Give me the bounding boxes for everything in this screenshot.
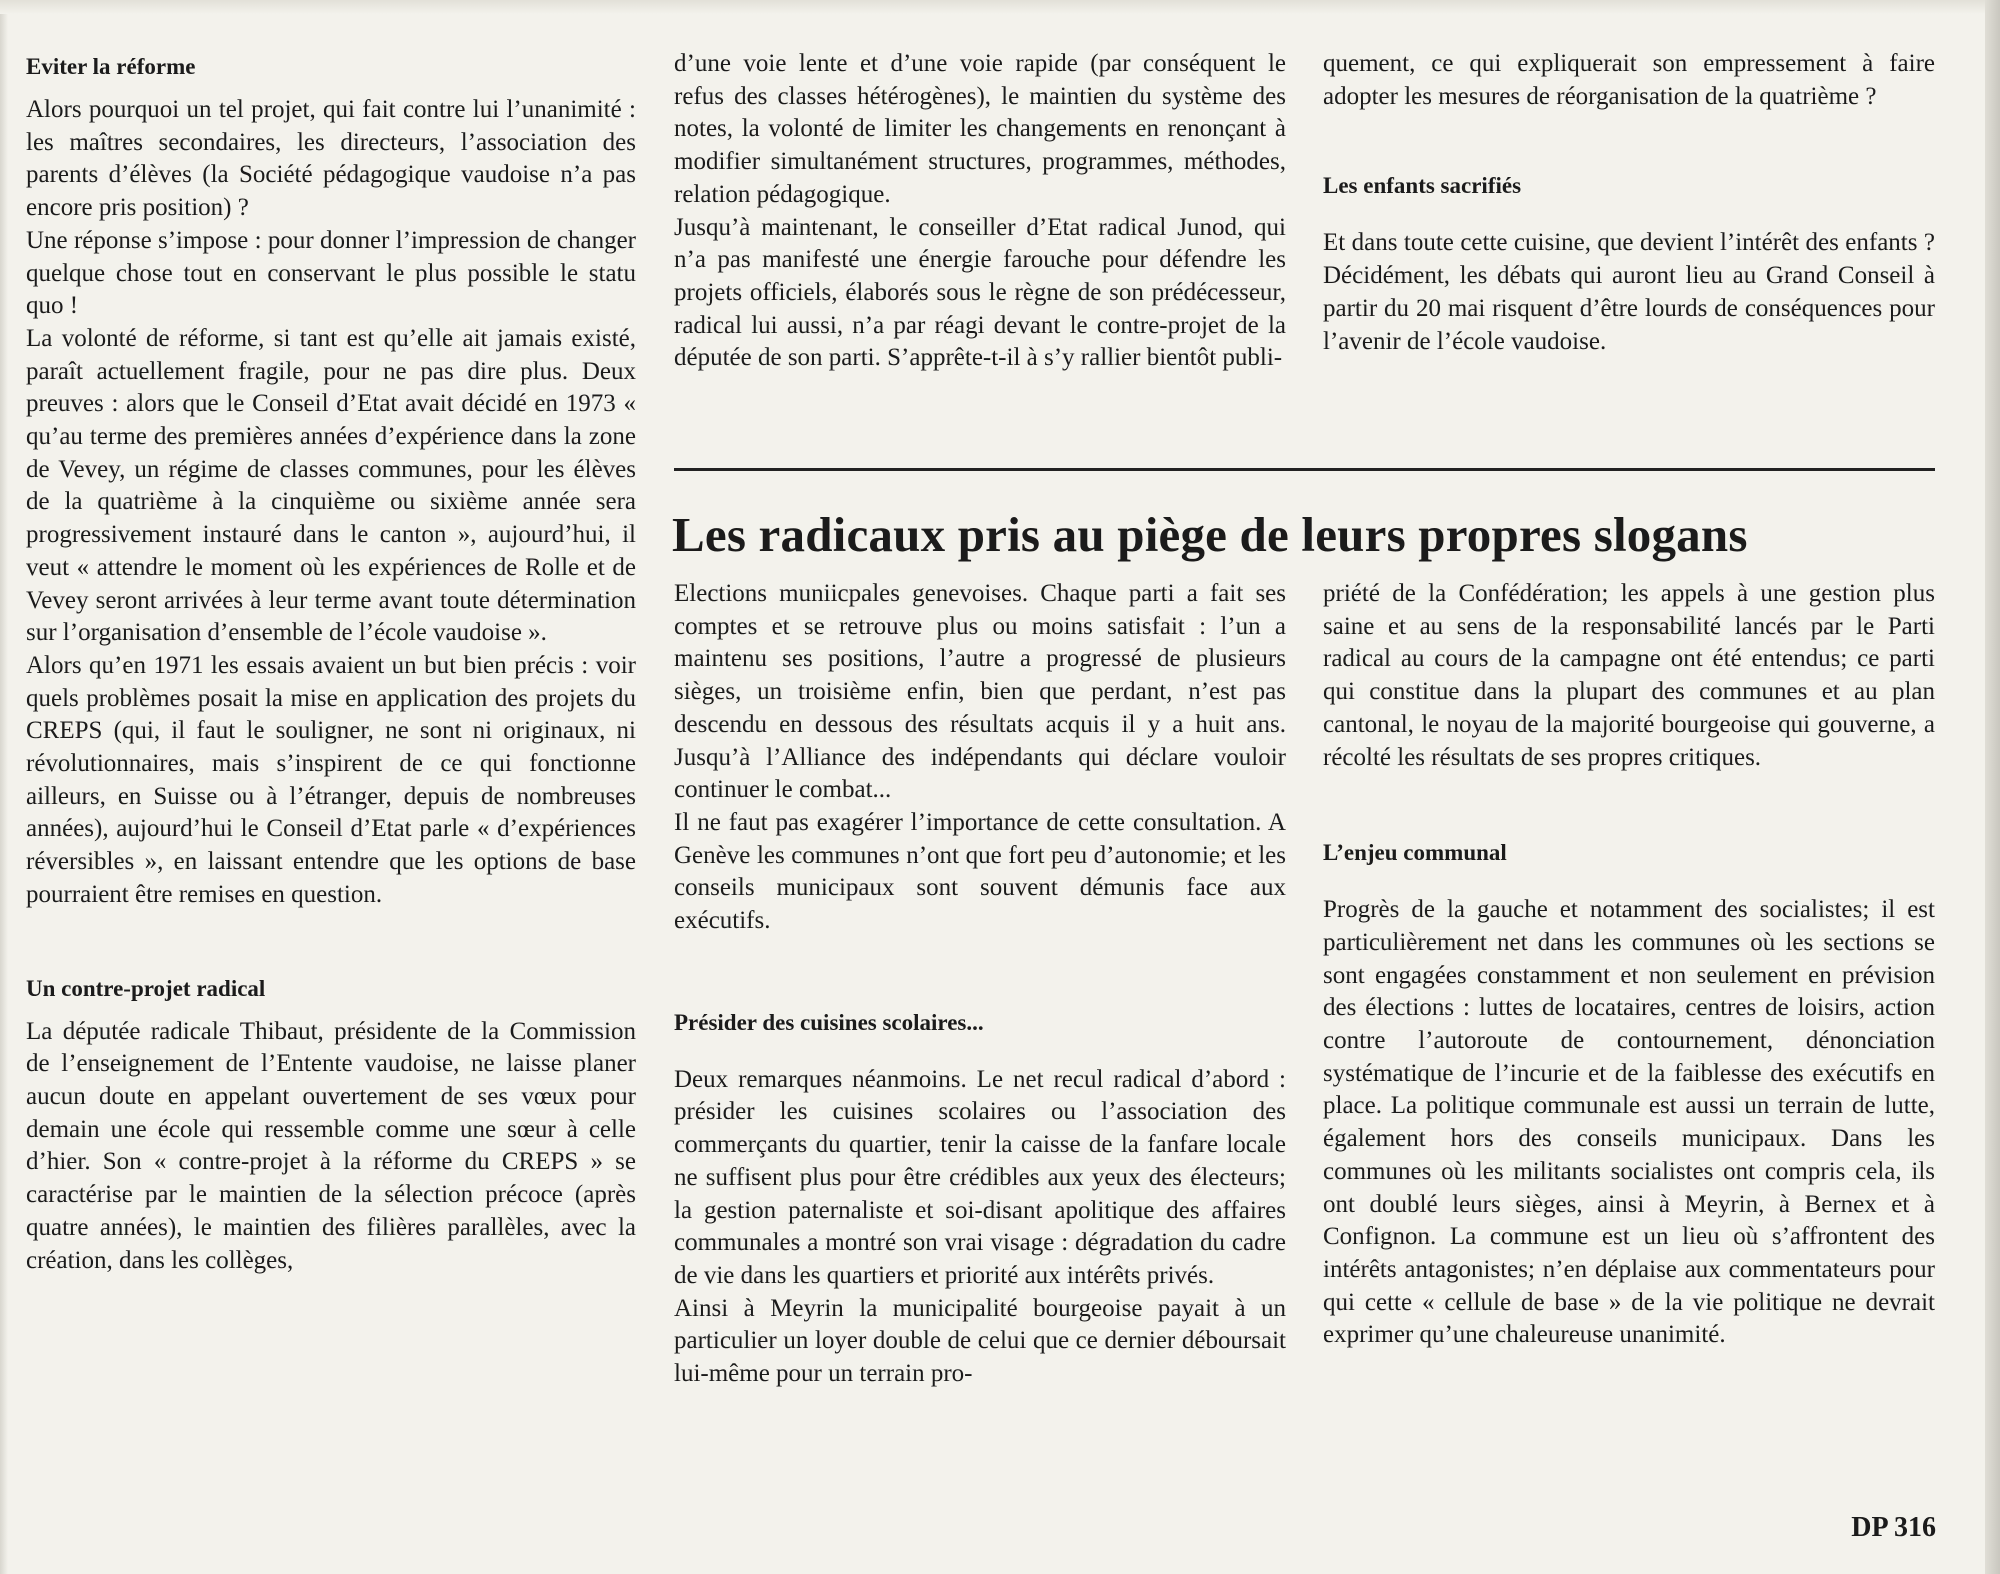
paragraph: Alors qu’en 1971 les essais avaient un but bien précis : voir quels problèmes posait la mise en application des projets du CREPS (qui, il faut le souligner, ne sont ni originaux, ni révolutionnaires, mais s’inspirent de ce qui fonctionne ailleurs, en Suisse ou à l’étranger, depuis de nombreuses années), aujourd’hui le Conseil d’Etat parle « d’expériences réversibles », en laissant entendre que les options de base pourraient être remises en question. — [26, 651, 636, 908]
paragraph: Et dans toute cette cuisine, que devient l’intérêt des enfants ? Décidément, les débats qui auront lieu au Grand Conseil à partir du 20 mai risquent d’être lourds de conséquences pour l’avenir de l’école vaudoise. — [1323, 229, 1935, 355]
article-divider-rule — [674, 468, 1935, 471]
paragraph: quement, ce qui expliquerait son empressement à faire adopter les mesures de réorganisation de la quatrième ? — [1323, 50, 1935, 110]
paragraph: Elections muniicpales genevoises. Chaque parti a fait ses comptes et se retrouve plus ou moins satisfait : l’un a maintenu ses positions, l’autre a progressé de plusieurs sièges, un troisième enfin, bien que perdant, n’est pas descendu en dessous des résultats acquis il y a huit ans. Jusqu’à l’Alliance des indépendants qui déclare vouloir continuer le combat... — [674, 580, 1286, 804]
paragraph: Une réponse s’impose : pour donner l’impression de changer quelque chose tout en conservant le plus possible le statu quo ! — [26, 226, 636, 320]
paragraph: Deux remarques néanmoins. Le net recul radical d’abord : présider les cuisines scolaires ou l’association des commerçants du quartier, tenir la caisse de la fanfare locale ne suffisent plus pour être crédibles aux yeux des électeurs; la gestion paternaliste et soi-disant apolitique des affaires communales a montré son vrai visage : dégradation du cadre de vie dans les quartiers et priorité aux intérêts privés. — [674, 1065, 1286, 1289]
paragraph: Ainsi à Meyrin la municipalité bourgeoise payait à un particulier un loyer double de celui que ce dernier déboursait lui-même pour un terrain pro- — [674, 1294, 1286, 1388]
paragraph: La volonté de réforme, si tant est qu’elle ait jamais existé, paraît actuellement fragile, pour ne pas dire plus. Deux preuves : alors que le Conseil d’Etat avait décidé en 1973 « qu’au terme des premières années d’expérience dans la zone de Vevey, un régime de classes communes, pour les élèves de la quatrième à la cinquième ou sixième année sera progressivement instauré dans le canton », aujourd’hui, il veut « attendre le moment où les expériences de Rolle et de Vevey seront arrivées à leur terme avant toute détermination sur l’organisation d’ensemble de l’école vaudoise ». — [26, 324, 636, 647]
section-heading: Les enfants sacrifiés — [1323, 173, 1522, 199]
page-shadow-left — [0, 0, 8, 1574]
section-heading: L’enjeu communal — [1323, 840, 1507, 866]
section-heading: Présider des cuisines scolaires... — [674, 1009, 984, 1035]
column-4 — [674, 578, 1286, 1391]
page-edge-right — [1985, 0, 2000, 1574]
section-heading: Un contre-projet radical — [26, 975, 266, 1001]
paragraph: Progrès de la gauche et notamment des socialistes; il est particulièrement net dans les communes où les sections se sont engagées constamment et non seulement en prévision des élections : luttes de locataires, centres de loisirs, action contre l’autoroute de contournement, dénonciation systématique de l’incurie et de la faiblesse des exécutifs en place. La politique communale est aussi un terrain de lutte, également hors des conseils municipaux. Dans les communes où les militants socialistes ont compris cela, ils ont doublé leurs sièges, ainsi à Meyrin, à Bernex et à Confignon. La commune est un lieu où s’affrontent des intérêts antagonistes; n’en déplaise aux commentateurs pour qui cette « cellule de base » de la vie politique ne devrait exprimer qu’une chaleureuse unanimité. — [1323, 896, 1935, 1349]
paragraph: La députée radicale Thibaut, présidente de la Commission de l’enseignement de l’Entente vaudoise, ne laisse planer aucun doute en appelant ouvertement de ses vœux pour demain une école qui ressemble comme une sœur à celle d’hier. Son « contre-projet à la réforme du CREPS » se caractérise par le maintien de la sélection précoce (après quatre années), le maintien des filières parallèles, avec la création, dans les collèges, — [26, 1017, 636, 1274]
paragraph: d’une voie lente et d’une voie rapide (par conséquent le refus des classes hétérogènes), le maintien du système des notes, la volonté de limiter les changements en renonçant à modifier simultanément structures, programmes, méthodes, relation pédagogique. — [674, 50, 1286, 208]
section-heading: Eviter la réforme — [26, 54, 196, 79]
paragraph: Alors pourquoi un tel projet, qui fait contre lui l’unanimité : les maîtres secondaires, les directeurs, l’association des parents d’élèves (la Société pédagogique vaudoise n’a pas encore pris position) ? — [26, 96, 636, 222]
column-5 — [1323, 578, 1935, 1352]
column-2 — [674, 48, 1286, 375]
page-shadow-top — [0, 0, 2000, 14]
column-3 — [1323, 48, 1935, 358]
page-number: DP 316 — [1851, 1512, 1936, 1543]
paragraph: Jusqu’à maintenant, le conseiller d’Etat radical Junod, qui n’a pas manifesté une énergie farouche pour défendre les projets officiels, élaborés sous le règne de son prédécesseur, radical lui aussi, n’a par réagi devant le contre-projet de la députée de son parti. S’apprête-t-il à s’y rallier bientôt publi- — [674, 213, 1286, 372]
paragraph: Il ne faut pas exagérer l’importance de cette consultation. A Genève les communes n’ont que fort peu d’autonomie; et les conseils municipaux sont souvent démunis face aux exécutifs. — [674, 808, 1286, 935]
paragraph: priété de la Confédération; les appels à une gestion plus saine et au sens de la responsabilité lancés par le Parti radical au cours de la campagne ont été entendus; ce parti qui constitue dans la plupart des communes et au plan cantonal, le noyau de la majorité bourgeoise qui gouverne, a récolté les résultats de ses propres critiques. — [1323, 580, 1935, 771]
column-1 — [26, 52, 636, 1277]
article-headline: Les radicaux pris au piège de leurs propres slogans — [672, 507, 1748, 562]
